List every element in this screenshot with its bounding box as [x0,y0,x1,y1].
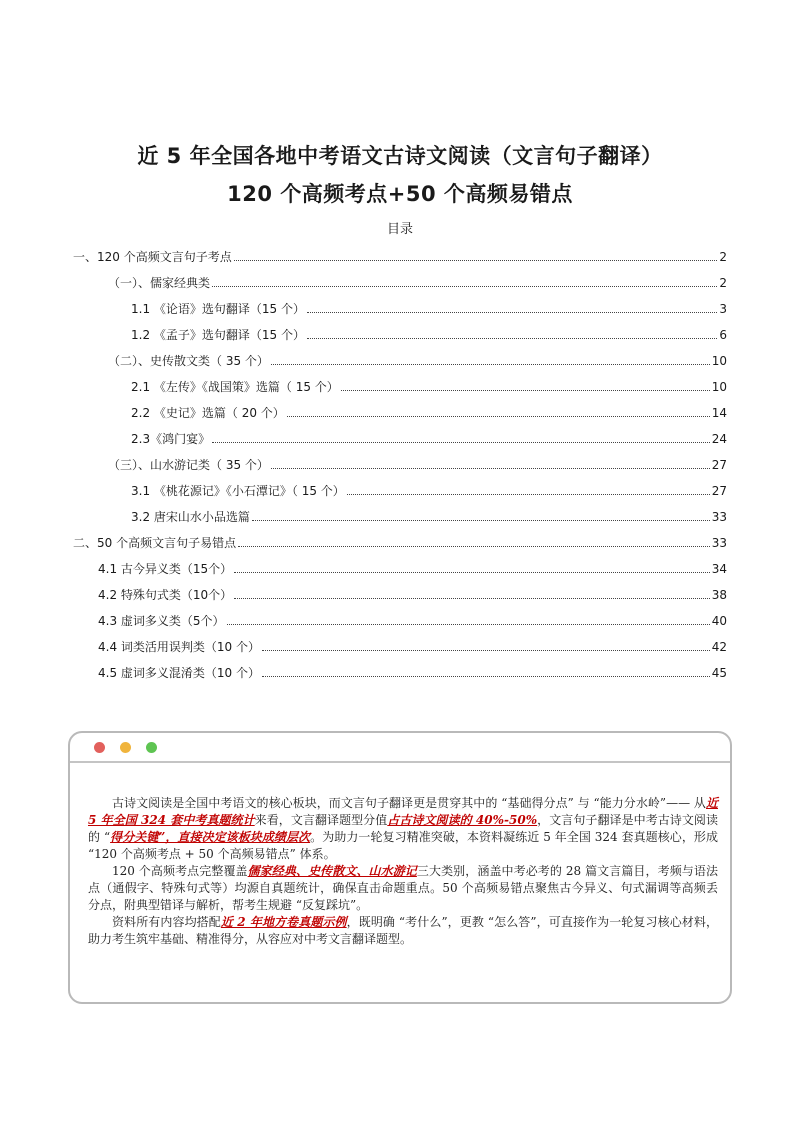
toc-entry-label: 1.1 《论语》选句翻译（15 个） [131,302,305,316]
toc-entry-page: 10 [711,354,727,368]
yellow-dot-icon [120,742,131,753]
toc-entry-page: 34 [711,562,727,576]
toc-entry-page: 10 [711,380,727,394]
toc-entry[interactable] [131,300,727,318]
intro-paragraph [88,795,718,863]
toc-entry-label: 4.1 古今异义类（15个） [98,562,233,576]
red-dot-icon [94,742,105,753]
toc-entry[interactable] [98,664,727,682]
toc-leader-dots [212,442,710,443]
highlight-text: 得分关键”，直接决定该板块成绩层次 [110,830,311,844]
toc-entry-page: 24 [711,432,727,446]
text-run: ，既明确 “考什么”，更教 “怎么答”，可直接作为一轮复习核心材料，助力考生筑牢基础、精准得分，从容应对中考文言翻译题型。 [88,915,718,946]
toc-leader-dots [238,546,710,547]
toc-leader-dots [341,390,710,391]
document-subtitle: 120 个高频考点+50 个高频易错点 [227,182,573,206]
toc-entry-page: 45 [711,666,727,680]
toc-entry[interactable] [98,638,727,656]
toc-entry-page: 33 [711,536,727,550]
toc-entry[interactable] [108,456,727,474]
highlight-text: 近 2 年地方卷真题示例 [220,915,347,929]
toc-entry[interactable] [131,430,727,448]
toc-leader-dots [307,312,717,313]
toc-entry-page: 42 [711,640,727,654]
toc-leader-dots [252,520,710,521]
toc-entry-label: 1.2 《孟子》选句翻译（15 个） [131,328,305,342]
toc-leader-dots [307,338,717,339]
toc-entry-page: 27 [711,458,727,472]
toc-entry[interactable] [98,612,727,630]
toc-entry[interactable] [73,534,727,552]
toc-entry-page: 40 [711,614,727,628]
intro-text [88,795,718,948]
toc-leader-dots [287,416,710,417]
highlight-text: 占古诗文阅读的 40%-50% [387,813,538,827]
toc-entry[interactable] [108,352,727,370]
toc-entry[interactable] [131,404,727,422]
toc-entry-label: （一）、儒家经典类 [108,276,211,290]
toc-entry-label: （二）、史传散文类（ 35 个） [108,354,269,368]
highlight-text: 近 5 年全国 324 套中考真题统计 [88,796,718,827]
document-title: 近 5 年全国各地中考语文古诗文阅读（文言句子翻译） [137,144,663,168]
toc-entry-label: 4.4 词类活用误判类（10 个） [98,640,260,654]
toc-entry-label: 4.2 特殊句式类（10个） [98,588,233,602]
toc-entry-page: 2 [719,276,727,290]
highlight-text: 儒家经典、史传散文、山水游记 [247,864,417,878]
toc-entry-page: 38 [711,588,727,602]
toc-leader-dots [262,676,710,677]
green-dot-icon [146,742,157,753]
toc-entry-label: 3.1 《桃花源记》《小石潭记》（ 15 个） [131,484,345,498]
toc-entry[interactable] [98,560,727,578]
toc-entry-page: 2 [719,250,727,264]
toc-entry-page: 33 [711,510,727,524]
text-run: 资料所有内容均搭配 [112,915,221,929]
toc-entry-label: 4.3 虚词多义类（5个） [98,614,225,628]
intro-paragraph [88,863,718,914]
toc-heading: 目录 [386,222,413,237]
text-run: 。为助力一轮复习精准突破，本资料凝练近 5 年全国 324 套真题核心，形成 “120 个高频考点 + 50 个高频易错点” 体系。 [88,830,718,861]
toc-entry-page: 3 [719,302,727,316]
text-run: 三大类别，涵盖中考必考的 28 篇文言篇目，考频与语法点（通假字、特殊句式等）均源自真题统计，确保直击命题重点。50 个高频易错点聚焦古今异义、句式漏调等高频丢分点，附典型错译与解析，帮考生规避 “反复踩坑”。 [88,864,718,912]
toc-entry-label: （三）、山水游记类（ 35 个） [108,458,269,472]
text-run: 120 个高频考点完整覆盖 [112,864,248,878]
toc-leader-dots [234,598,710,599]
toc-entry-label: 二、50 个高频文言句子易错点 [73,536,237,550]
toc-entry-label: 4.5 虚词多义混淆类（10 个） [98,666,260,680]
toc-entry[interactable] [131,326,727,344]
toc-leader-dots [347,494,710,495]
toc-entry[interactable] [131,508,727,526]
text-run: 来看，文言翻译题型分值 [254,813,388,827]
toc-entry-label: 一、120 个高频文言句子考点 [73,250,232,264]
toc-leader-dots [227,624,710,625]
intro-card [68,731,732,1004]
toc-leader-dots [234,260,718,261]
toc-leader-dots [271,364,710,365]
toc-entry-label: 2.1 《左传》《战国策》选篇（ 15 个） [131,380,339,394]
toc-leader-dots [262,650,710,651]
toc-entry-label: 2.3《鸿门宴》 [131,432,211,446]
toc-entry-label: 3.2 唐宋山水小品选篇 [131,510,250,524]
toc-leader-dots [234,572,710,573]
toc-entry-label: 2.2 《史记》选篇（ 20 个） [131,406,285,420]
toc-entry[interactable] [108,274,727,292]
toc-entry[interactable] [98,586,727,604]
toc-leader-dots [271,468,710,469]
toc-entry[interactable] [131,378,727,396]
toc-entry[interactable] [131,482,727,500]
intro-paragraph [88,914,718,948]
toc-entry-page: 14 [711,406,727,420]
text-run: ，文言句子翻译是中考古诗文阅读的 “ [88,813,718,844]
toc-entry[interactable] [73,248,727,266]
toc-leader-dots [212,286,717,287]
toc-entry-page: 27 [711,484,727,498]
toc-entry-page: 6 [719,328,727,342]
text-run: 古诗文阅读是全国中考语文的核心板块，而文言句子翻译更是贯穿其中的 “基础得分点” 与 “能力分水岭”—— 从 [112,796,706,810]
card-title-bar [70,733,730,763]
